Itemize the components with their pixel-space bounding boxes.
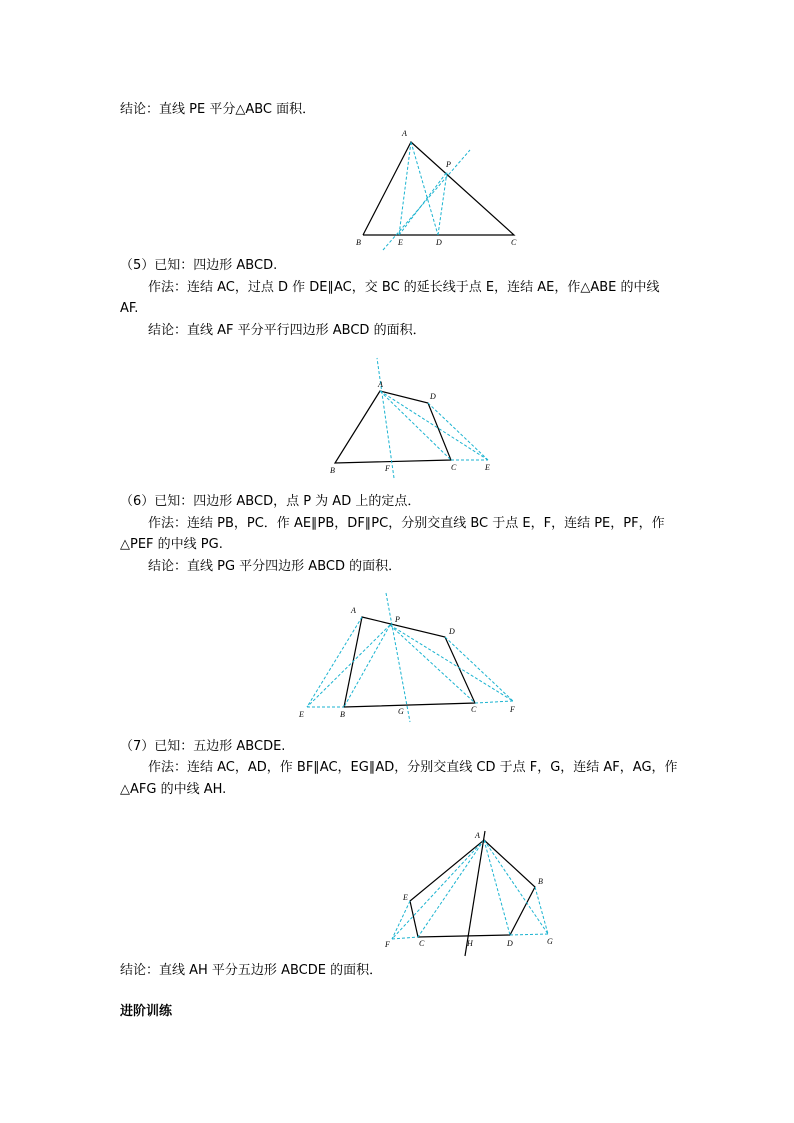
label-f: F xyxy=(510,705,515,714)
label-p: P xyxy=(446,160,451,169)
segment-df xyxy=(445,637,513,701)
segment-cf xyxy=(475,701,513,703)
s7-method-line1: 作法：连结 AC，AD，作 BF∥AC，EG∥AD，分别交直线 CD 于点 F，G，连结 AF，AG，作 xyxy=(148,760,678,775)
s6-method-line1: 作法：连结 PB，PC．作 AE∥PB，DF∥PC，分别交直线 BC 于点 E，F，连结 PE，PF，作 xyxy=(148,516,665,531)
segment-ag xyxy=(484,840,548,934)
label-a: A xyxy=(475,831,480,840)
label-g: G xyxy=(547,937,553,946)
segment-ad xyxy=(411,142,438,235)
label-h: H xyxy=(467,939,473,948)
label-b: B xyxy=(330,466,335,475)
segment-fc xyxy=(392,937,418,939)
quadrilateral-abcd xyxy=(344,617,475,707)
figure-parallelogram-abcd xyxy=(325,355,500,480)
segment-pe xyxy=(307,625,390,707)
segment-bf xyxy=(392,901,410,939)
segment-pc xyxy=(390,625,475,703)
segment-pf xyxy=(390,625,513,701)
label-e: E xyxy=(485,463,490,472)
segment-ae xyxy=(380,391,488,460)
label-a: A xyxy=(378,380,383,389)
label-d: D xyxy=(449,627,455,636)
segment-eg xyxy=(535,887,548,934)
label-e: E xyxy=(299,710,304,719)
line-ah xyxy=(465,831,485,956)
label-b: B xyxy=(538,877,543,886)
segment-ac xyxy=(380,391,451,460)
label-c: C xyxy=(511,238,517,247)
label-b: B xyxy=(356,238,361,247)
s4-conclusion: 结论：直线 PE 平分△ABC 面积． xyxy=(120,102,316,117)
label-a: A xyxy=(402,129,407,138)
advanced-training-heading: 进阶训练 xyxy=(120,1004,173,1019)
segment-ae xyxy=(307,617,362,707)
pentagon-abcde xyxy=(410,840,535,937)
segment-ad xyxy=(484,840,510,935)
s6-given: （6）已知：四边形 ABCD，点 P 为 AD 上的定点． xyxy=(120,494,421,509)
s5-conclusion: 结论：直线 AF 平分平行四边形 ABCD 的面积． xyxy=(148,323,426,338)
s6-method-line2: △PEF 的中线 PG. xyxy=(120,537,223,552)
label-f: F xyxy=(385,940,390,949)
figure-pentagon-abcde xyxy=(380,828,560,958)
parallelogram-abcd xyxy=(335,391,451,463)
label-f: F xyxy=(385,464,390,473)
label-d: D xyxy=(430,392,436,401)
segment-de xyxy=(428,403,488,460)
label-b: B xyxy=(340,710,345,719)
label-a: A xyxy=(351,606,356,615)
label-d: D xyxy=(507,939,513,948)
label-d: D xyxy=(436,238,442,247)
label-p: P xyxy=(395,615,400,624)
segment-ac xyxy=(418,840,484,937)
s7-conclusion: 结论：直线 AH 平分五边形 ABCDE 的面积． xyxy=(120,963,383,978)
label-c: C xyxy=(471,705,477,714)
segment-pb xyxy=(344,625,390,707)
label-c: C xyxy=(451,463,457,472)
s5-method-line1: 作法：连结 AC，过点 D 作 DE∥AC，交 BC 的延长线于点 E，连结 AE，作△ABE 的中线 xyxy=(148,280,660,295)
label-e: E xyxy=(398,238,403,247)
label-e: E xyxy=(403,893,408,902)
figure-triangle-abc xyxy=(340,125,540,250)
triangle-abc xyxy=(363,142,514,235)
label-g: G xyxy=(398,707,404,716)
label-c: C xyxy=(419,939,425,948)
s7-method-line2: △AFG 的中线 AH. xyxy=(120,782,227,797)
line-pg xyxy=(386,593,410,722)
s5-method-line2: AF. xyxy=(120,301,139,316)
s7-given: （7）已知：五边形 ABCDE. xyxy=(120,739,286,754)
figure-quadrilateral-abcd xyxy=(295,590,525,725)
line-af xyxy=(377,358,394,478)
s5-given: （5）已知：四边形 ABCD. xyxy=(120,258,278,273)
segment-dg xyxy=(510,934,548,935)
s6-conclusion: 结论：直线 PG 平分四边形 ABCD 的面积． xyxy=(148,559,402,574)
